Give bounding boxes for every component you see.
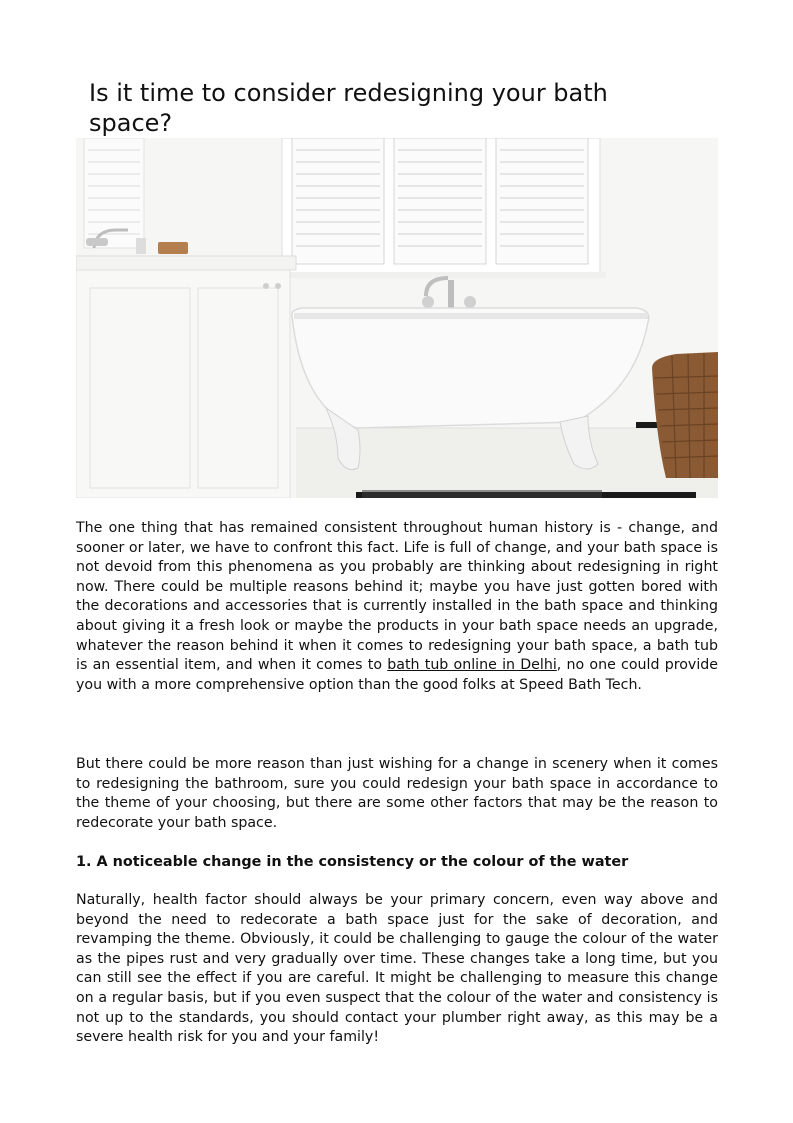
intro-text-after-link: , no one could provide you with a more comprehensive option than the good folks at Speed Bath Tech. <box>76 657 718 693</box>
vanity-cabinet <box>76 256 296 498</box>
section-heading: 1. A noticeable change in the consistency or the colour of the water <box>76 854 629 870</box>
window-shutters <box>276 138 606 278</box>
bathroom-photo <box>76 138 718 498</box>
bath-tub-online-link[interactable]: bath tub online in Delhi <box>387 657 557 674</box>
article-title: Is it time to consider redesigning your bath space? <box>89 79 608 137</box>
intro-text-before-link: The one thing that has remained consistent throughout human history is - change, and sooner or later, we have to confront this fact. Life is full of change, and your bath space is not devoid from this phenomena as you probably are thinking about redesigning in right now. There could be multiple reasons behind it; maybe you have just gotten bored with the decorations and accessories that is currently installed in the bath space and thinking about giving it a fresh look or maybe the products in your bath space needs an upgrade, whatever the reason behind it when it comes to redesigning your bath space, a bath tub is an essential item, and when it comes to <box>76 520 718 674</box>
second-paragraph: But there could be more reason than just wishing for a change in scenery when it comes to redesigning the bathroom, sure you could redesign your bath space in accordance to the theme of your choosing, but there are some other factors that may be the reason to redecorate your bath space. <box>76 756 718 831</box>
intro-paragraph <box>76 519 718 695</box>
third-paragraph: Naturally, health factor should always be your primary concern, even way above and beyond the need to redecorate a bath space just for the sake of decoration, and revamping the theme. Obviously, it could be challenging to gauge the colour of the water as the pipes rust and very gradually over time. These changes take a long time, but you can still see the effect if you are careful. It might be challenging to measure this change on a regular basis, but if you even suspect that the colour of the water and consistency is not up to the standards, you should contact your plumber right away, as this may be a severe health risk for you and your family! <box>76 892 718 1046</box>
